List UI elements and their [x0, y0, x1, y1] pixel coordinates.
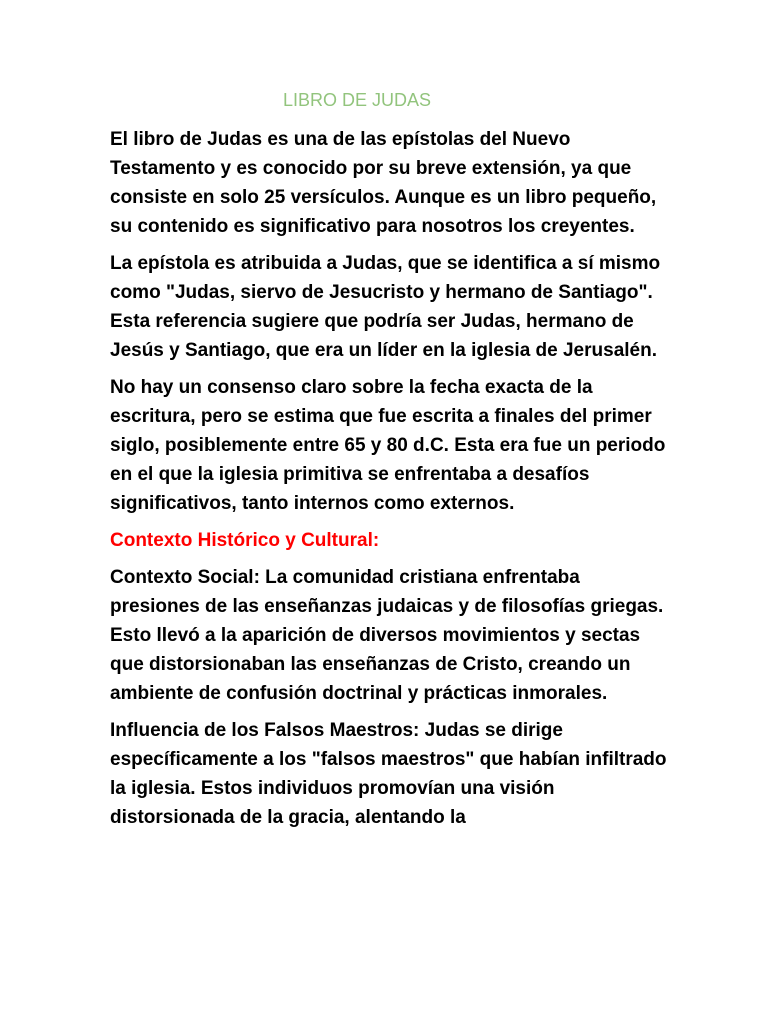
paragraph-social-context: Contexto Social: La comunidad cristiana enfrentaba presiones de las enseñanzas judaicas y de filosofías griegas. Esto llevó a la aparición de diversos movimientos y sectas que distorsionaban las enseñanzas de Cristo, creando un ambiente de confusión doctrinal y prácticas inmorales.: [110, 567, 664, 704]
paragraph-date: No hay un consenso claro sobre la fecha exacta de la escritura, pero se estima que fue escrita a finales del primer siglo, posiblemente entre 65 y 80 d.C. Esta era fue un periodo en el que la iglesia primitiva se enfrentaba a desafíos significativos, tanto internos como externos.: [110, 377, 666, 514]
document-title: LIBRO DE JUDAS: [283, 90, 432, 110]
paragraph-authorship: La epístola es atribuida a Judas, que se identifica a sí mismo como "Judas, siervo de Jesucristo y hermano de Santiago". Esta referencia sugiere que podría ser Judas, hermano de Jesús y Santiago, que era un líder en la iglesia de Jerusalén.: [110, 253, 661, 361]
document-body: [110, 125, 670, 840]
paragraph-intro: El libro de Judas es una de las epístolas del Nuevo Testamento y es conocido por su breve extensión, ya que consiste en solo 25 versículos. Aunque es un libro pequeño, su contenido es significativo para nosotros los creyentes.: [110, 129, 657, 237]
section-heading-context: Contexto Histórico y Cultural:: [110, 530, 380, 551]
paragraph-false-teachers: Influencia de los Falsos Maestros: Judas se dirige específicamente a los "falsos maestros" que habían infiltrado la iglesia. Estos individuos promovían una visión distorsionada de la gracia, alentando la: [110, 720, 667, 828]
